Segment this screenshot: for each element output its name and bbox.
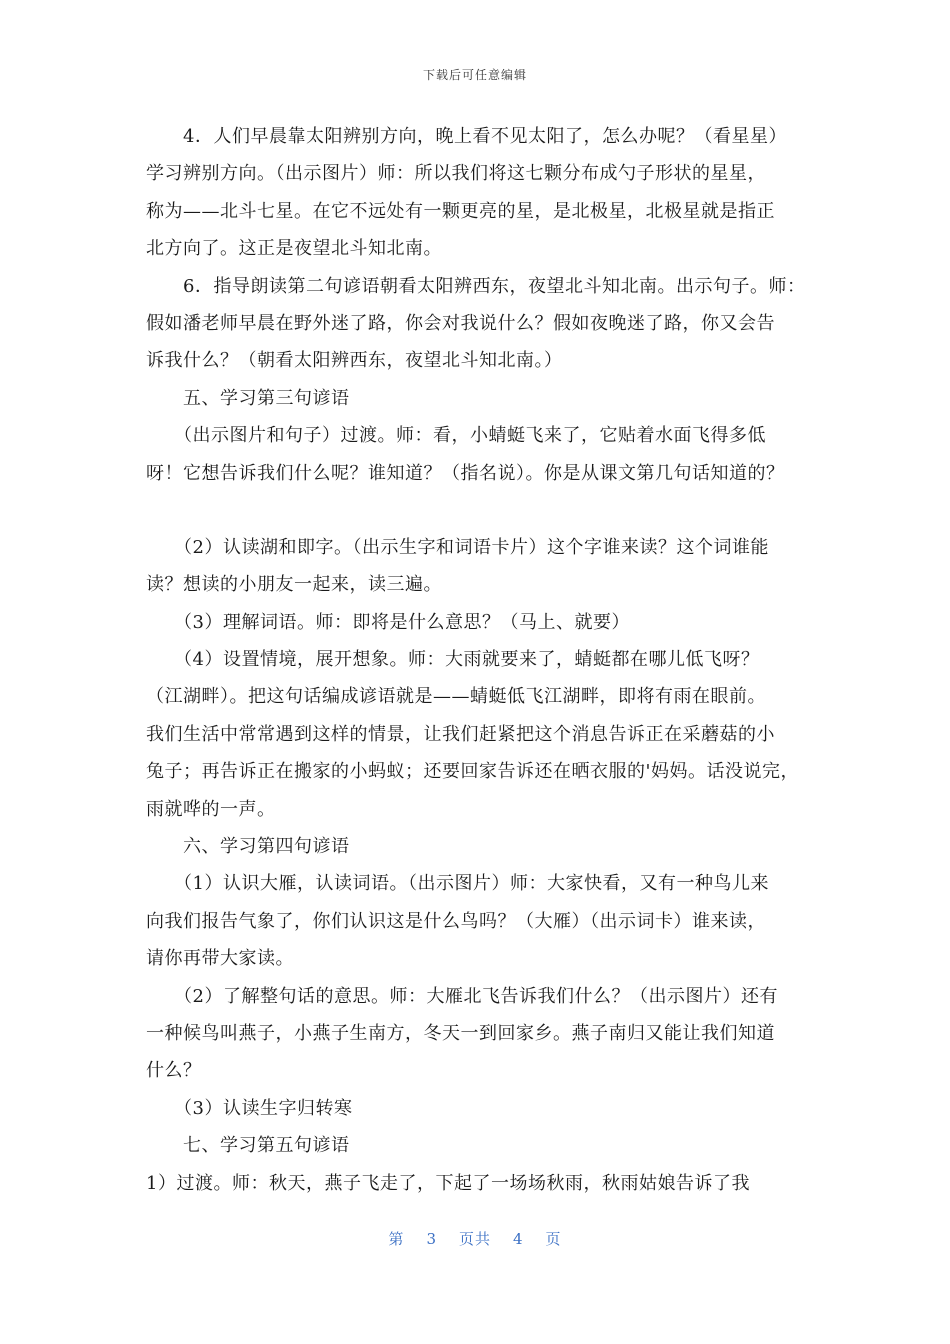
text-line: 读？想读的小朋友一起来，读三遍。 [146,574,442,596]
footer-suffix: 页 [545,1230,562,1248]
text-line: 假如潘老师早晨在野外迷了路，你会对我说什么？假如夜晚迷了路，你又会告 [146,312,775,334]
text-line: 五、学习第三句谚语 [146,387,350,409]
text-line: （3）理解词语。师：即将是什么意思？（马上、就要） [146,611,630,633]
text-line: （2）了解整句话的意思。师：大雁北飞告诉我们什么？（出示图片）还有 [146,985,778,1007]
text-line: 4．人们早晨靠太阳辨别方向，晚上看不见太阳了，怎么办呢？（看星星） [146,126,787,147]
text-line: （江湖畔）。把这句话编成谚语就是——蜻蜓低飞江湖畔，即将有雨在眼前。 [146,686,766,708]
text-line: 请你再带大家读。 [146,948,294,970]
footer-middle: 页共 [458,1230,491,1248]
text-line: 兔子；再告诉正在搬家的小蚂蚁；还要回家告诉还在晒衣服的'妈妈。话没说完， [146,761,799,783]
page-header: 下载后可任意编辑 [422,68,527,82]
text-line: 向我们报告气象了，你们认识这是什么鸟吗？（大雁）（出示词卡）谁来读， [146,910,766,932]
text-line: （4）设置情境，展开想象。师：大雨就要来了，蜻蜓都在哪儿低飞呀？ [146,649,760,671]
text-line: 学习辨别方向。（出示图片）师：所以我们将这七颗分布成勺子形状的星星， [146,163,766,185]
text-line: （出示图片和句子）过渡。师：看，小蜻蜓飞来了，它贴着水面飞得多低 [146,425,766,447]
page-footer [0,1228,950,1249]
text-line: （2）认读湖和即字。（出示生字和词语卡片）这个字谁来读？这个词谁能 [146,536,769,558]
text-line: 六、学习第四句谚语 [146,836,350,858]
text-line: 雨就哗的一声。 [146,798,276,820]
footer-prefix: 第 [388,1230,405,1248]
paragraph-gap [146,492,826,529]
text-line: 6．指导朗读第二句谚语朝看太阳辨西东，夜望北斗知北南。出示句子。师： [146,275,806,297]
text-line: 呀！它想告诉我们什么呢？谁知道？（指名说）。你是从课文第几句话知道的？ [146,462,785,484]
document-body [146,118,826,1202]
footer-total-pages: 4 [513,1230,524,1248]
text-line: 称为——北斗七星。在它不远处有一颗更亮的星，是北极星，北极星就是指正 [146,200,775,222]
text-line: （3）认读生字归转寒 [146,1097,353,1119]
text-line: 诉我什么？（朝看太阳辨西东，夜望北斗知北南。） [146,350,563,372]
text-line: 什么？ [146,1060,202,1082]
text-line: 北方向了。这正是夜望北斗知北南。 [146,238,442,260]
text-line: 我们生活中常常遇到这样的情景，让我们赶紧把这个消息告诉正在采蘑菇的小 [146,723,775,745]
text-line: 七、学习第五句谚语 [146,1135,350,1157]
text-line: 一种候鸟叫燕子，小燕子生南方，冬天一到回家乡。燕子南归又能让我们知道 [146,1022,775,1044]
footer-page-number: 3 [426,1230,437,1248]
text-line: （1）认识大雁，认读词语。（出示图片）师：大家快看，又有一种鸟儿来 [146,873,769,895]
text-line: 1）过渡。师：秋天，燕子飞走了，下起了一场场秋雨，秋雨姑娘告诉了我 [146,1172,750,1194]
